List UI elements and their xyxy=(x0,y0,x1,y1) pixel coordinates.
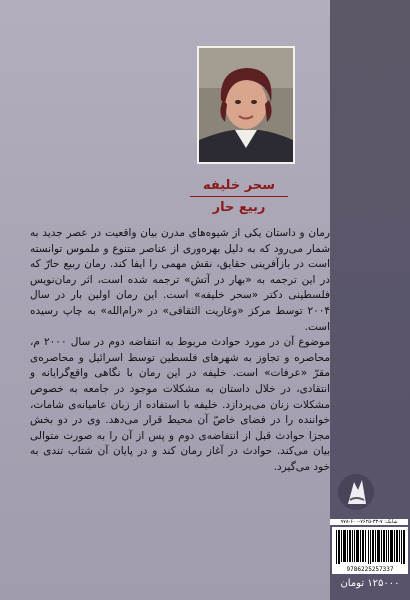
publisher-logo-icon xyxy=(336,470,376,514)
author-name: سحر خلیفه xyxy=(203,178,275,193)
price-label: ۱۲۵۰۰۰ تومان xyxy=(340,578,400,589)
barcode-number: 9786225257337 xyxy=(332,566,408,574)
isbn-label: شابک: ۷-۳۳-۷۶۲۵-۶۰۰-۹۷۸ xyxy=(330,519,408,525)
blurb-text xyxy=(30,226,330,496)
book-title: ربیع حار xyxy=(212,200,266,215)
divider xyxy=(190,196,288,197)
blurb-paragraph-1: رمان و داستان یکی از شیوه‌های مدرن بیان واقعیت در عصر جدید به شمار می‌رود که به دلیل بهره‌وری از عناصر متنوع و ملموس توانسته است در بازآفرینی حقایق، نقش مهمی را ایفا کند. رمان ربیع حارّ که در این ترجمه به «بهار در آتش» ترجمه شده است، اثر رمان‌نویس فلسطینی دکتر «سحر خلیفه» است. این رمان اولین بار در سال ۲۰۰۴ توسط مرکز «وغاریت الثقافی» در «رام‌الله» به چاپ رسیده است. xyxy=(30,227,330,333)
blurb-paragraph-2: موضوع آن در مورد حوادث مربوط به انتفاضه دوم در سال ۲۰۰۰ م، محاصره و تجاوز به شهرهای فلسطین توسط اسرائیل و محاصره‌ی مقرّ «عرفات» است. خلیفه در این رمان با نگاهی واقع‌گرایانه و انتقادی، در خلال داستان به مشکلات موجود در جامعه به خصوص مشکلات زنان می‌پردازد. خلیفه با استفاده از زبان عامیانه‌ی شامات، خواننده را در فضای خاصّ آن محیط قرار می‌دهد. وی در دو بخش مجزا حوادث قبل از انتفاضه‌ی دوم و پس از آن را به صورت متوالی بیان می‌کند. حوادث در آغاز رمان کند و در پایان آن شتاب تندی به خود می‌گیرد. xyxy=(30,336,330,473)
author-photo xyxy=(197,46,295,164)
